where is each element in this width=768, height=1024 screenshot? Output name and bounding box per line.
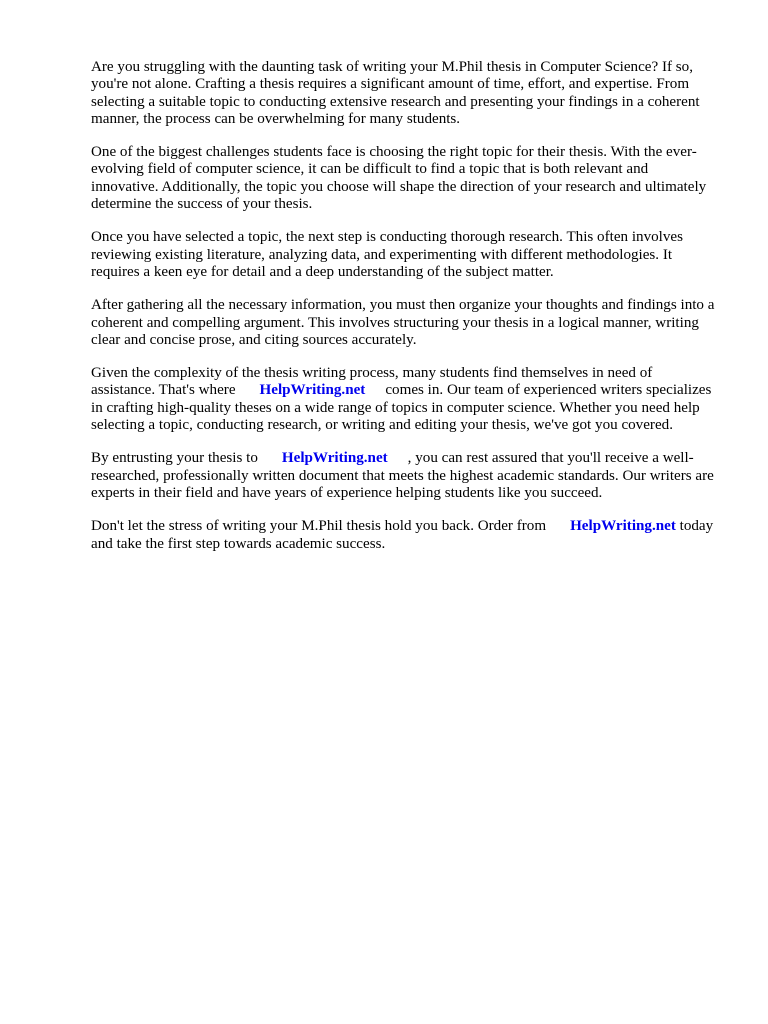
paragraph-assistance (91, 365, 717, 434)
paragraph-intro: Are you struggling with the daunting task of writing your M.Phil thesis in Computer Science? If so, you're not alone. Crafting a thesis requires a significant amount of time, effort, and expertise. From selecting a suitable topic to conducting extensive research and presenting your findings in a coherent manner, the process can be overwhelming for many students. (91, 59, 700, 127)
paragraph-call-to-action (91, 518, 717, 553)
paragraph-entrust-text-before: By entrusting your thesis to (91, 450, 258, 467)
helpwriting-link[interactable]: HelpWriting.net (570, 518, 676, 535)
helpwriting-link[interactable]: HelpWriting.net (281, 450, 388, 467)
paragraph-cta-text-after: today and take the first step towards academic success. (91, 518, 714, 552)
paragraph-research: Once you have selected a topic, the next step is conducting thorough research. This often involves reviewing existing literature, analyzing data, and experimenting with different methodologies. It requires a keen eye for detail and a deep understanding of the subject matter. (91, 229, 683, 280)
paragraph-assistance-text-after: comes in. Our team of experienced writers specializes in crafting high-quality theses on a wide range of topics in computer science. Whether you need help selecting a topic, conducting research, or writing and editing your thesis, we've got you covered. (91, 382, 712, 434)
paragraph-entrust-text-after: , you can rest assured that you'll receive a well-researched, professionally written document that meets the highest academic standards. Our writers are experts in their field and have years of experience helping students like you succeed. (91, 450, 714, 501)
document-body (91, 59, 717, 569)
paragraph-cta-text-before: Don't let the stress of writing your M.Phil thesis hold you back. Order from (91, 518, 547, 535)
paragraph-entrust (91, 450, 717, 502)
paragraph-topic-challenge: One of the biggest challenges students face is choosing the right topic for their thesis. With the ever-evolving field of computer science, it can be difficult to find a topic that is both relevant and innovative. Additionally, the topic you choose will shape the direction of your research and ultimately determine the success of your thesis. (91, 144, 707, 213)
paragraph-assistance-text-before: Given the complexity of the thesis writing process, many students find themselves in need of assistance. That's where (91, 365, 653, 399)
helpwriting-link[interactable]: HelpWriting.net (259, 382, 366, 399)
paragraph-organize: After gathering all the necessary information, you must then organize your thoughts and findings into a coherent and compelling argument. This involves structuring your thesis in a logical manner, writing clear and concise prose, and citing sources accurately. (91, 297, 715, 348)
